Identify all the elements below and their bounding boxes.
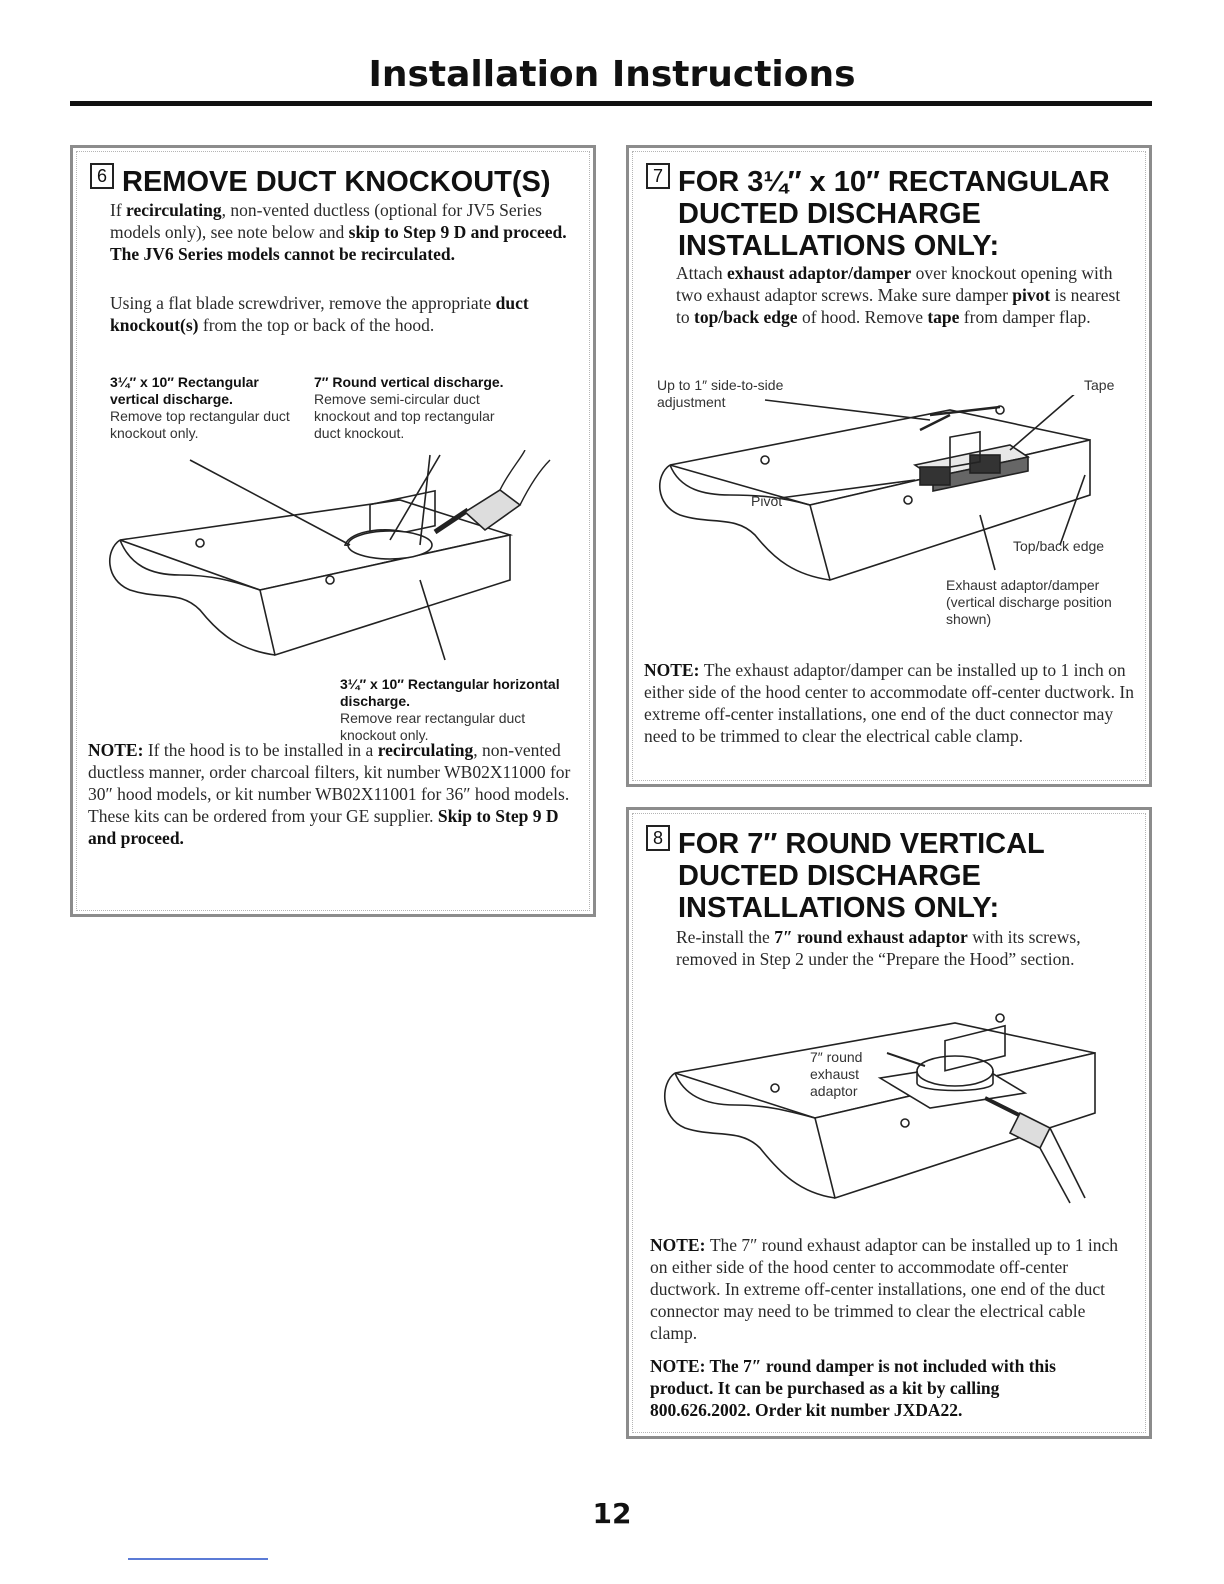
step6-callout-rect-horizontal: 3¼″ x 10″ Rectangular horizontal discharge. Remove rear rectangular duct knockout only. <box>340 676 560 743</box>
step6-hood-illustration <box>100 450 570 675</box>
step6-instruction: Using a flat blade screwdriver, remove the appropriate duct knockout(s) from the top or back of the hood. <box>110 293 529 335</box>
step6-callout-rect-vertical: 3¼″ x 10″ Rectangular vertical discharge. Remove top rectangular duct knockout only. <box>110 374 290 441</box>
step6-title: REMOVE DUCT KNOCKOUT(S) <box>122 166 551 198</box>
step8-label-adaptor: 7″ round exhaust adaptor <box>810 1049 863 1099</box>
step7-label-tape: Tape <box>1084 377 1115 393</box>
step8-note: NOTE: The 7″ round exhaust adaptor can be installed up to 1 inch on either side of the hood center to accommodate off-center ductwork. In extreme off-center installations, one end of the duct connector may need to be trimmed to clear the electrical cable clamp. <box>650 1235 1119 1343</box>
step8-instruction: Re-install the 7″ round exhaust adaptor with its screws, removed in Step 2 under the “Prepare the Hood” section. <box>676 927 1081 969</box>
step7-note: NOTE: The exhaust adaptor/damper can be installed up to 1 inch on either side of the hood center to accommodate off-center ductwork. In extreme off-center installations, one end of the duct connector may need to be trimmed to clear the electrical cable clamp. <box>644 660 1134 746</box>
title-rule <box>70 101 1152 106</box>
footer-link-underline <box>128 1558 268 1560</box>
step8-heading <box>646 828 1136 924</box>
step6-heading <box>90 166 580 198</box>
step7-label-edge: Top/back edge <box>1013 538 1105 554</box>
step6-number: 6 <box>90 163 114 189</box>
step7-label-adaptor: Exhaust adaptor/damper (vertical discharge position shown) <box>946 577 1112 627</box>
step6-callout-round-vertical: 7″ Round vertical discharge. Remove semi-circular duct knockout and top rectangular duct knockout. <box>314 374 504 441</box>
step7-instruction: Attach exhaust adaptor/damper over knockout opening with two exhaust adaptor screws. Make sure damper pivot is nearest to top/back edge of hood. Remove tape from damper flap. <box>676 263 1121 327</box>
page-title: Installation Instructions <box>368 54 856 95</box>
step7-label-pivot: Pivot <box>751 493 783 509</box>
page-number: 12 <box>592 1497 632 1530</box>
step7-heading <box>646 166 1136 262</box>
step8-hood-illustration <box>655 1008 1135 1208</box>
step7-hood-illustration <box>650 395 1130 585</box>
step8-kit-note: NOTE: The 7″ round damper is not included with this product. It can be purchased as a kit by calling 800.626.2002. Order kit number JXDA22. <box>650 1356 1056 1420</box>
step6-intro: If recirculating, non-vented ductless (optional for JV5 Series models only), see note below and skip to Step 9 D and proceed. The JV6 Series models cannot be recirculated. <box>110 200 567 264</box>
step7-number: 7 <box>646 163 670 189</box>
step7-title: FOR 3¼″ x 10″ RECTANGULAR DUCTED DISCHARGE INSTALLATIONS ONLY: <box>678 166 1110 262</box>
step8-number: 8 <box>646 825 670 851</box>
step6-note: NOTE: If the hood is to be installed in a recirculating, non-vented ductless manner, order charcoal filters, kit number WB02X11000 for 30″ hood models, or kit number WB02X11001 for 36″ hood models. These kits can be ordered from your GE supplier. Skip to Step 9 D and proceed. <box>88 740 571 848</box>
step7-label-adjustment: Up to 1″ side-to-side adjustment <box>657 377 784 410</box>
step8-title: FOR 7″ ROUND VERTICAL DUCTED DISCHARGE INSTALLATIONS ONLY: <box>678 828 1045 924</box>
